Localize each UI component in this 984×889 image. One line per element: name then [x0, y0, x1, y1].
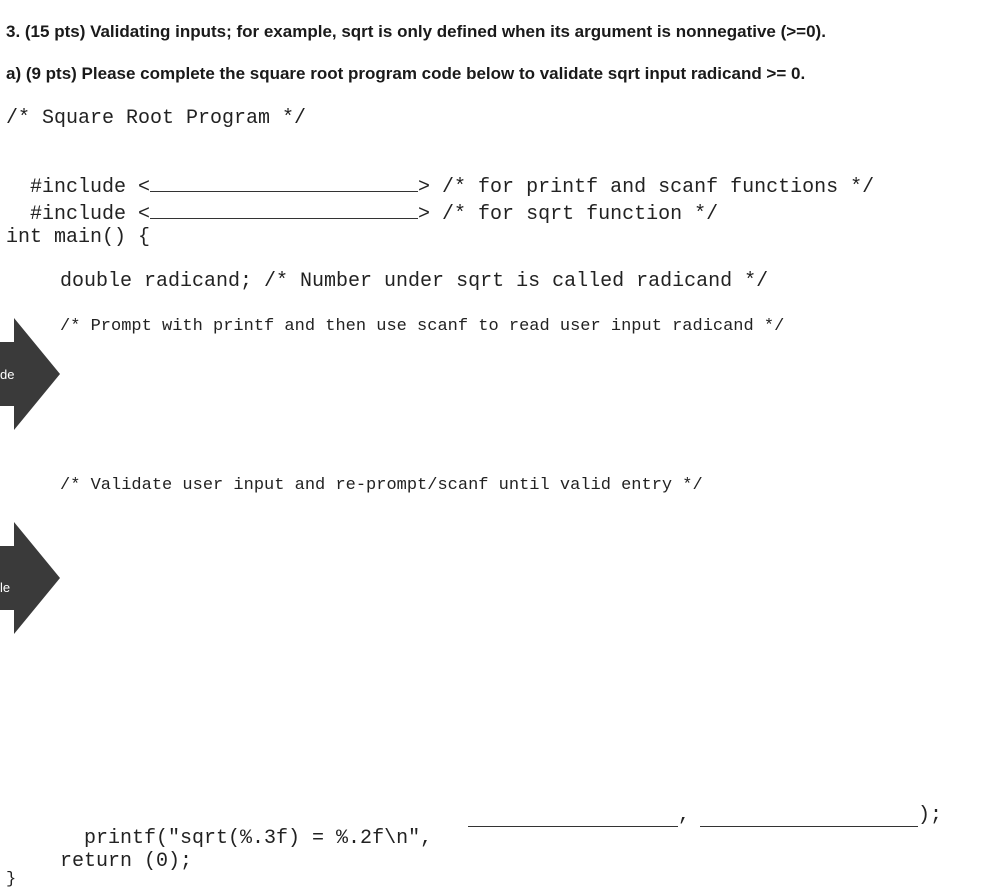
printf-comma: , — [678, 804, 691, 827]
question-heading: 3. (15 pts) Validating inputs; for example, sqrt is only defined when its argument is nonnegative (>=0). — [6, 22, 826, 41]
printf-blank-2[interactable] — [700, 826, 918, 827]
include1-suffix: > /* for printf and scanf functions */ — [418, 176, 875, 199]
return-statement: return (0); — [60, 850, 193, 873]
include2-blank[interactable] — [150, 217, 418, 219]
arrow2-label: le — [0, 580, 11, 595]
printf-line — [60, 804, 432, 850]
printf-end: ); — [918, 804, 943, 827]
include2-prefix: #include < — [30, 203, 151, 226]
arrow-right-icon — [0, 318, 62, 430]
part-a-instruction: a) (9 pts) Please complete the square root program code below to validate sqrt input radicand >= 0. — [6, 64, 806, 83]
closing-brace: } — [6, 870, 17, 889]
printf-prefix: printf("sqrt(%.3f) = %.2f\n", — [84, 827, 433, 850]
radicand-declaration: double radicand; /* Number under sqrt is called radicand */ — [60, 270, 769, 293]
include1-prefix: #include < — [30, 176, 151, 199]
arrow-right-icon-2 — [0, 522, 62, 634]
include2-suffix: > /* for sqrt function */ — [418, 203, 719, 226]
code-comment-title: /* Square Root Program */ — [6, 107, 307, 130]
prompt-comment: /* Prompt with printf and then use scanf to read user input radicand */ — [60, 317, 785, 336]
main-declaration: int main() { — [6, 226, 151, 249]
include-line-2 — [6, 180, 718, 226]
validate-comment: /* Validate user input and re-prompt/scanf until valid entry */ — [60, 476, 703, 495]
printf-blank-1[interactable] — [468, 826, 678, 827]
arrow1-label: de — [0, 367, 15, 382]
